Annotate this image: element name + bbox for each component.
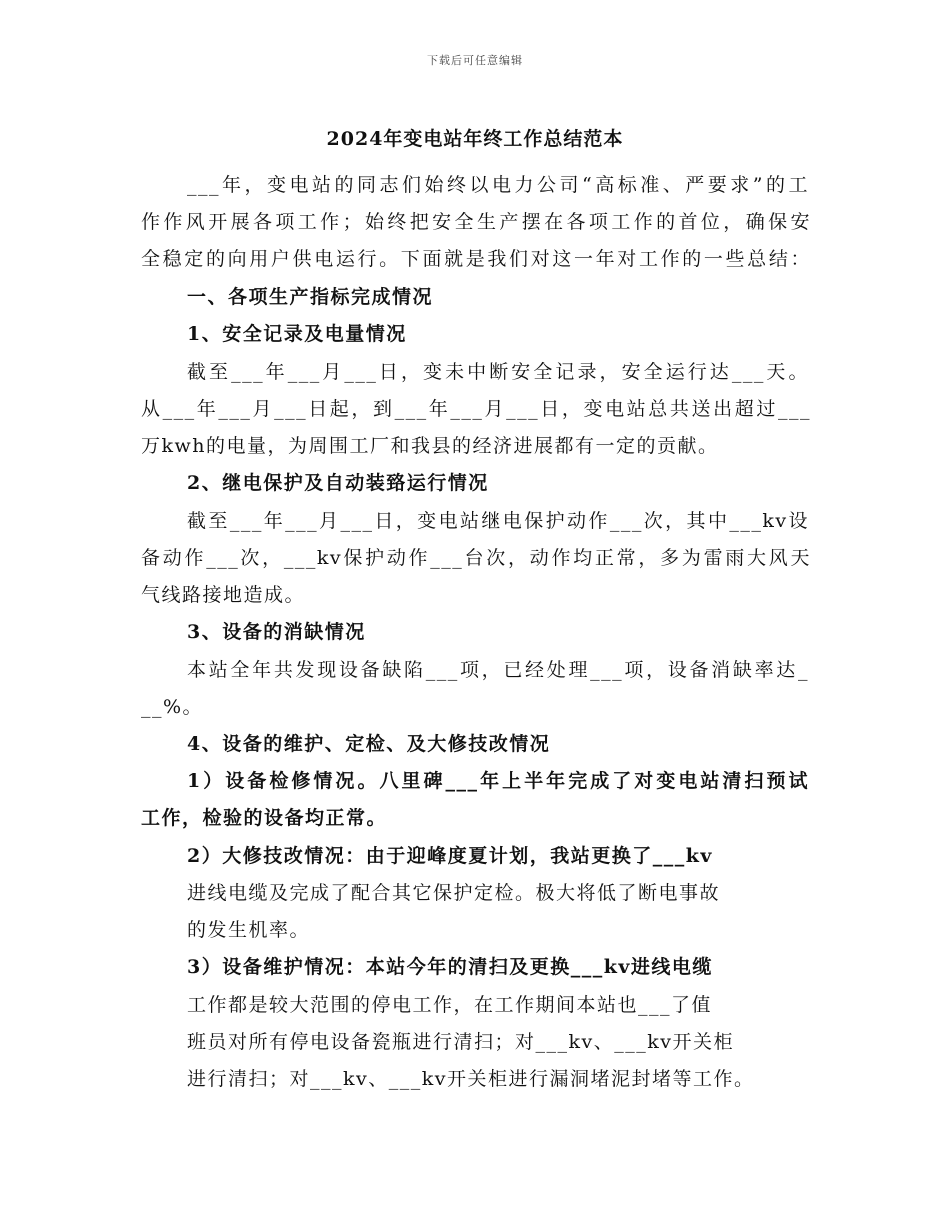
section-heading: 一、各项生产指标完成情况 [187,286,434,308]
paragraph-line: 气线路接地造成。 [141,584,306,606]
subsection-heading: 4、设备的维护、定检、及大修技改情况 [187,733,551,755]
paragraph-line: 作作风开展各项工作；始终把安全生产摆在各项工作的首位，确保安 [141,211,811,233]
document-title: 2024年变电站年终工作总结范本 [326,128,624,150]
paragraph-line: ___年，变电站的同志们始终以电力公司“高标准、严要求”的工 [187,174,809,196]
paragraph-line: 进线电缆及完成了配合其它保护定检。极大将低了断电事故 [187,882,721,904]
subsection-heading: 2、继电保护及自动装臵运行情况 [187,472,489,494]
subsection-heading: 3、设备的消缺情况 [187,621,366,643]
paragraph-line: __%。 [141,696,204,718]
subsection-heading: 1、安全记录及电量情况 [187,323,407,345]
paragraph-line: 全稳定的向用户供电运行。下面就是我们对这一年对工作的一些总结： [141,248,811,270]
paragraph-line-bold: 1）设备检修情况。八里碑___年上半年完成了对变电站清扫预试 [187,770,809,792]
paragraph-line-bold: 工作，检验的设备均正常。 [141,807,388,829]
page-header: 下载后可任意编辑 [427,54,523,67]
paragraph-line-bold: 3）设备维护情况：本站今年的清扫及更换___kv进线电缆 [187,956,713,978]
paragraph-line: 的发生机率。 [187,919,311,941]
paragraph-line: 本站全年共发现设备缺陷___项，已经处理___项，设备消缺率达_ [187,659,809,681]
paragraph-line: 工作都是较大范围的停电工作，在工作期间本站也___了值 [187,994,713,1016]
paragraph-line: 从___年___月___日起，到___年___月___日，变电站总共送出超过___ [141,398,811,420]
paragraph-line: 截至___年___月___日，变未中断安全记录，安全运行达___天。 [187,361,809,383]
paragraph-line: 截至___年___月___日，变电站继电保护动作___次，其中___kv设 [187,510,809,532]
paragraph-line: 万kwh的电量，为周围工厂和我县的经济进展都有一定的贡献。 [141,435,719,457]
paragraph-line: 备动作___次，___kv保护动作___台次，动作均正常，多为雷雨大风天 [141,547,811,569]
paragraph-line: 班员对所有停电设备瓷瓶进行清扫；对___kv、___kv开关柜 [187,1031,734,1053]
paragraph-line-bold: 2）大修技改情况：由于迎峰度夏计划，我站更换了___kv [187,845,713,867]
paragraph-line: 进行清扫；对___kv、___kv开关柜进行漏洞堵泥封堵等工作。 [187,1068,755,1090]
